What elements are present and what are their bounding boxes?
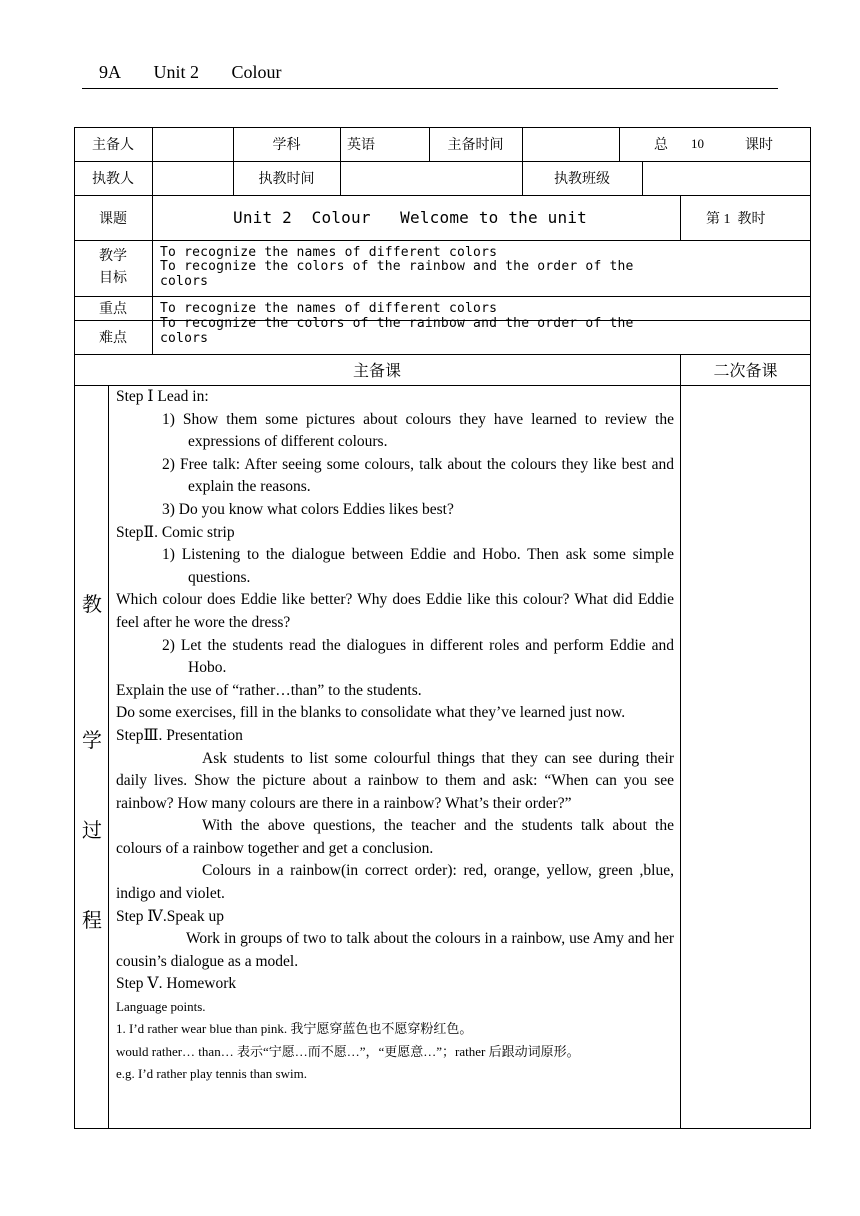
step5-title: Step Ⅴ. Homework	[116, 975, 237, 993]
goals-label-line1: 教学	[99, 249, 127, 264]
topic-value: Unit 2 Colour Welcome to the unit	[233, 208, 587, 227]
step2-item-2: 2) Let the students read the dialogues in different roles and perform Eddie and Hobo.	[162, 636, 674, 677]
total-label: 总	[654, 138, 668, 153]
goals-label	[74, 240, 152, 296]
lesson-number-label: 第 1 教时	[706, 211, 766, 227]
class-value	[642, 161, 811, 195]
col-divider	[152, 195, 153, 240]
period-label: 课时	[745, 138, 773, 153]
page-header	[99, 62, 310, 83]
goal-line-1: To recognize the names of different colors	[160, 244, 498, 260]
unit-title: Colour	[231, 62, 282, 82]
difficulty-value: To recognize the colors of the rainbow and the order of the colors	[160, 316, 634, 346]
language-points-title: Language points.	[116, 999, 206, 1015]
step3-paragraph-1: Ask students to list some colourful things that they can see during their daily lives. Show the picture about a rainbow to them and ask: “When can you see rainbow? How many colours are there in a rainbow? What’s their order?”	[116, 749, 674, 812]
key-point-label: 重点	[99, 302, 127, 317]
prep-time-label: 主备时间	[447, 138, 504, 153]
step2-questions: Which colour does Eddie like better? Why does Eddie like this colour? What did Eddie feel after he wore the dress?	[116, 591, 674, 631]
process-label-char-4: 程	[82, 910, 102, 932]
class-label: 执教班级	[554, 172, 610, 187]
col-divider	[680, 195, 681, 240]
step2-explain: Explain the use of “rather…than” to the students.	[116, 681, 422, 699]
step4-title: Step Ⅳ.Speak up	[116, 907, 225, 925]
goals-label-line2: 目标	[99, 271, 127, 286]
col-divider	[680, 354, 681, 1129]
language-point-1: 1. I’d rather wear blue than pink. 我宁愿穿蓝色也不愿穿粉红色。	[116, 1021, 473, 1037]
goal-line-2: To recognize the colors of the rainbow and the order of the colors	[160, 259, 634, 289]
col-divider	[340, 127, 341, 161]
teach-time-label: 执教时间	[258, 172, 315, 187]
step4-paragraph: Work in groups of two to talk about the colours in a rainbow, use Amy and her cousin’s dialogue as a model.	[116, 930, 674, 970]
step3-title: StepⅢ. Presentation	[116, 726, 243, 744]
step3-paragraph-2: With the above questions, the teacher and the students talk about the colours of a rainbow together and get a conclusion.	[116, 817, 674, 857]
col-divider	[619, 127, 620, 161]
process-label-char-2: 学	[82, 730, 102, 752]
step2-title: StepⅡ. Comic strip	[116, 523, 235, 541]
step1-item-1: 1) Show them some pictures about colours they have learned to review the expressions of different colours.	[162, 410, 674, 451]
unit-label: Unit 2	[153, 62, 200, 82]
language-point-3: e.g. I’d rather play tennis than swim.	[116, 1066, 307, 1082]
subject-label: 学科	[272, 138, 301, 153]
topic-label: 课题	[99, 211, 127, 227]
teacher-label: 执教人	[92, 172, 134, 187]
lead-teacher-value	[152, 127, 233, 161]
prep-time-value	[522, 127, 619, 161]
total-periods-value: 10	[691, 136, 704, 151]
teacher-value	[152, 161, 233, 195]
row-divider	[74, 240, 811, 241]
key-point-value: To recognize the names of different colors	[160, 300, 498, 316]
difficulty-label: 难点	[99, 331, 127, 346]
language-point-2: would rather… than… 表示“宁愿…而不愿…”，“更愿意…”；rather 后跟动词原形。	[116, 1043, 580, 1059]
process-label-char-3: 过	[82, 820, 102, 842]
subject-value: 英语	[347, 138, 375, 153]
main-prep-header: 主备课	[352, 363, 401, 380]
col-divider	[152, 240, 153, 354]
step1-item-2: 2) Free talk: After seeing some colours, talk about the colours they like best and explain the reasons.	[162, 455, 674, 496]
teaching-process	[116, 386, 674, 1086]
step2-exercise: Do some exercises, fill in the blanks to consolidate what they’ve learned just now.	[116, 704, 626, 722]
step1-title: Step Ⅰ Lead in:	[116, 388, 209, 405]
second-prep-header: 二次备课	[713, 363, 778, 380]
step2-item-1: 1) Listening to the dialogue between Eddie and Hobo. Then ask some simple questions.	[162, 546, 674, 586]
step1-item-3: 3) Do you know what colors Eddies likes best?	[162, 500, 454, 518]
col-divider	[108, 385, 109, 1129]
process-label-char-1: 教	[82, 594, 102, 616]
lead-teacher-label: 主备人	[92, 138, 134, 153]
grade-label: 9A	[99, 62, 121, 82]
step3-paragraph-3: Colours in a rainbow(in correct order): red, orange, yellow, green ,blue, indigo and violet.	[116, 862, 674, 903]
teach-time-value	[340, 161, 522, 195]
header-rule	[82, 88, 778, 89]
